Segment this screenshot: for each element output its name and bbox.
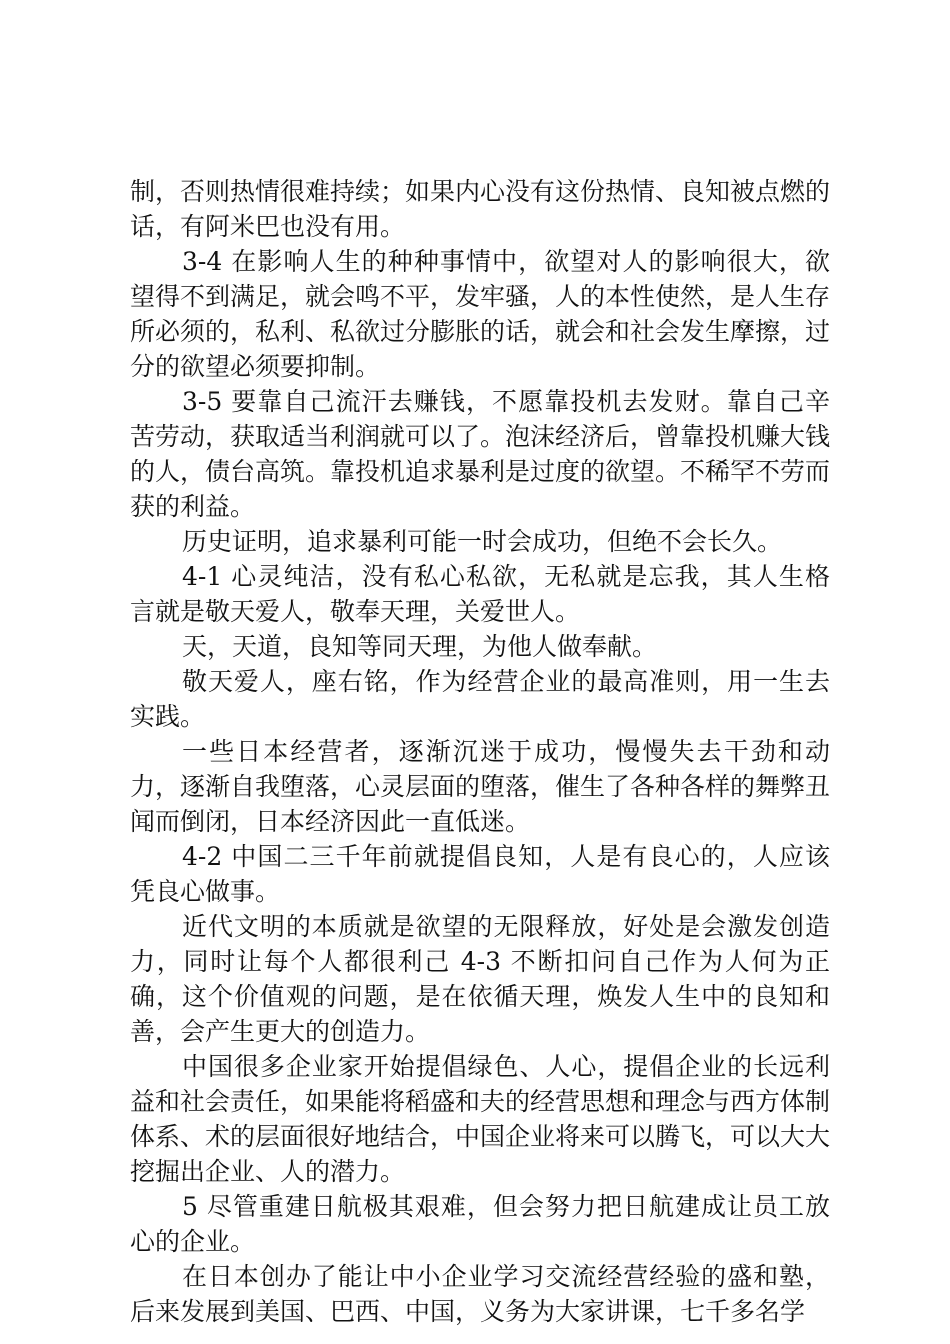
paragraph: 4-1 心灵纯洁，没有私心私欲，无私就是忘我，其人生格言就是敬天爱人，敬奉天理，关爱世人。 bbox=[130, 562, 830, 626]
paragraph: 3-5 要靠自己流汗去赚钱，不愿靠投机去发财。靠自己辛苦劳动，获取适当利润就可以了。泡沫经济后，曾靠投机赚大钱的人，债台高筑。靠投机追求暴利是过度的欲望。不稀罕不劳而获的利益。 bbox=[130, 387, 831, 521]
paragraph: 敬天爱人，座右铭，作为经营企业的最高准则，用一生去实践。 bbox=[130, 667, 830, 731]
paragraph: 在日本创办了能让中小企业学习交流经营经验的盛和塾，后来发展到美国、巴西、中国，义务为大家讲课，七千多名学 bbox=[130, 1262, 830, 1326]
paragraph: 中国很多企业家开始提倡绿色、人心，提倡企业的长远利益和社会责任，如果能将稻盛和夫的经营思想和理念与西方体制体系、术的层面很好地结合，中国企业将来可以腾飞，可以大大挖掘出企业、人的潜力。 bbox=[130, 1052, 831, 1186]
document-body bbox=[130, 174, 830, 1329]
paragraph: 历史证明，追求暴利可能一时会成功，但绝不会长久。 bbox=[182, 527, 783, 556]
paragraph: 天，天道，良知等同天理，为他人做奉献。 bbox=[182, 632, 658, 661]
paragraph: 近代文明的本质就是欲望的无限释放，好处是会激发创造力，同时让每个人都很利己 4-3 不断扣问自己作为人何为正确，这个价值观的问题，是在依循天理，焕发人生中的良知和善，会产生更大的创造力。 bbox=[130, 912, 830, 1046]
paragraph: 3-4 在影响人生的种种事情中，欲望对人的影响很大，欲望得不到满足，就会鸣不平，发牢骚，人的本性使然，是人生存所必须的，私利、私欲过分膨胀的话，就会和社会发生摩擦，过分的欲望必须要抑制。 bbox=[130, 247, 831, 381]
paragraph: 一些日本经营者，逐渐沉迷于成功，慢慢失去干劲和动力，逐渐自我堕落，心灵层面的堕落，催生了各种各样的舞弊丑闻而倒闭，日本经济因此一直低迷。 bbox=[130, 737, 831, 836]
paragraph: 4-2 中国二三千年前就提倡良知，人是有良心的，人应该凭良心做事。 bbox=[130, 842, 830, 906]
paragraph: 制，否则热情很难持续；如果内心没有这份热情、良知被点燃的话，有阿米巴也没有用。 bbox=[130, 177, 831, 241]
paragraph: 5 尽管重建日航极其艰难，但会努力把日航建成让员工放心的企业。 bbox=[130, 1192, 830, 1256]
